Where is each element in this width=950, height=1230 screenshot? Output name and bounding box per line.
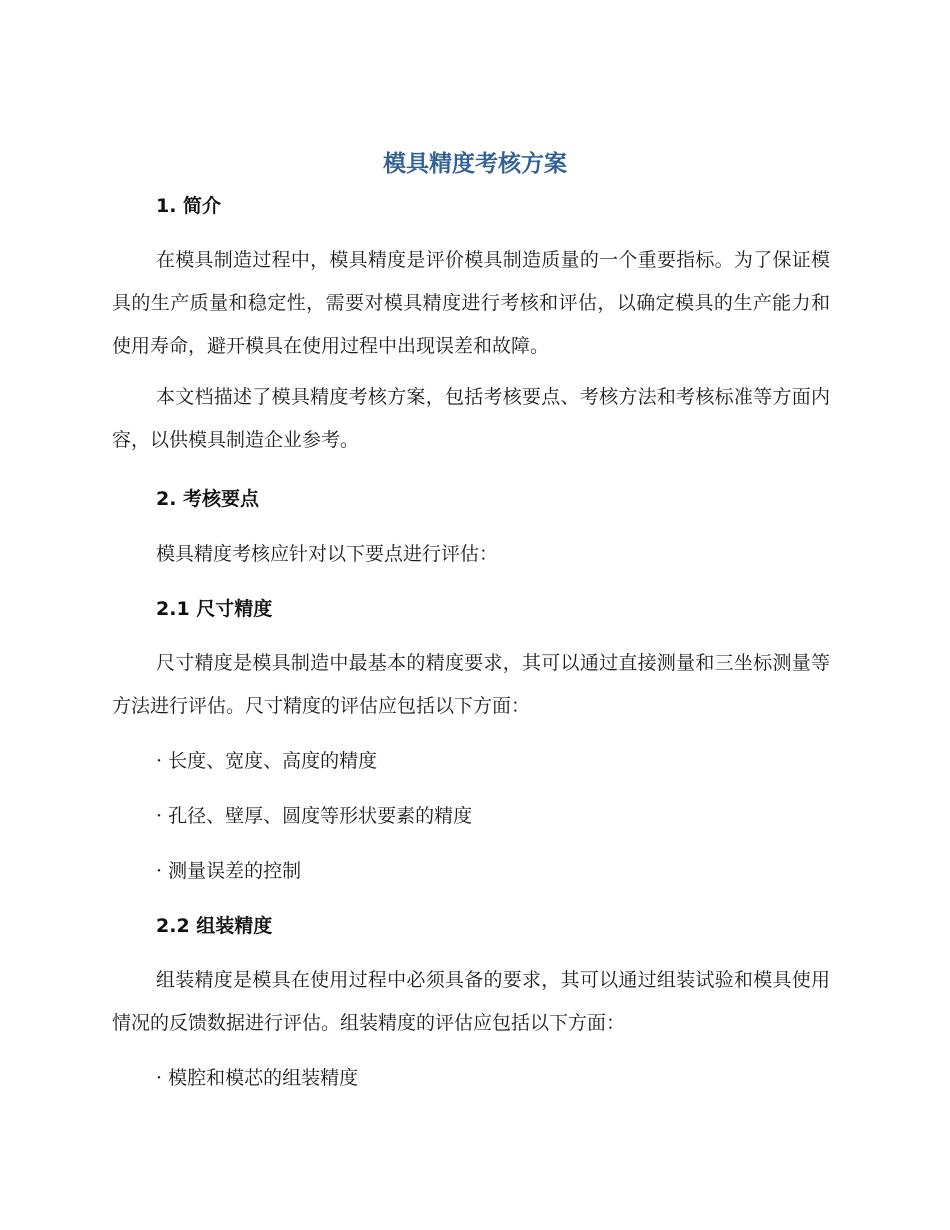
section-heading-key-points: 2. 考核要点 — [156, 488, 260, 510]
list-item: · 孔径、壁厚、圆度等形状要素的精度 — [156, 805, 473, 827]
paragraph-assembly-accuracy: 组装精度是模具在使用过程中必须具备的要求，其可以通过组装试验和模具使用情况的反馈数据进行评估。组装精度的评估应包括以下方面： — [112, 969, 830, 1034]
document-title: 模具精度考核方案 — [383, 151, 567, 177]
section-heading-dimensional-accuracy: 2.1 尺寸精度 — [156, 598, 273, 620]
section-heading-assembly-accuracy: 2.2 组装精度 — [156, 915, 273, 937]
paragraph-key-points: 模具精度考核应针对以下要点进行评估： — [156, 543, 499, 565]
section-heading-intro: 1. 简介 — [156, 195, 222, 217]
list-item: · 模腔和模芯的组装精度 — [156, 1067, 359, 1089]
list-item: · 测量误差的控制 — [156, 860, 302, 882]
paragraph-intro-2: 本文档描述了模具精度考核方案，包括考核要点、考核方法和考核标准等方面内容，以供模具制造企业参考。 — [112, 386, 830, 451]
paragraph-intro-1: 在模具制造过程中，模具精度是评价模具制造质量的一个重要指标。为了保证模具的生产质量和稳定性，需要对模具精度进行考核和评估，以确定模具的生产能力和使用寿命，避开模具在使用过程中出现误差和故障。 — [112, 249, 830, 357]
list-item: · 长度、宽度、高度的精度 — [156, 750, 378, 772]
document-body — [112, 188, 830, 1096]
paragraph-dimensional-accuracy: 尺寸精度是模具制造中最基本的精度要求，其可以通过直接测量和三坐标测量等方法进行评估。尺寸精度的评估应包括以下方面： — [112, 652, 830, 717]
